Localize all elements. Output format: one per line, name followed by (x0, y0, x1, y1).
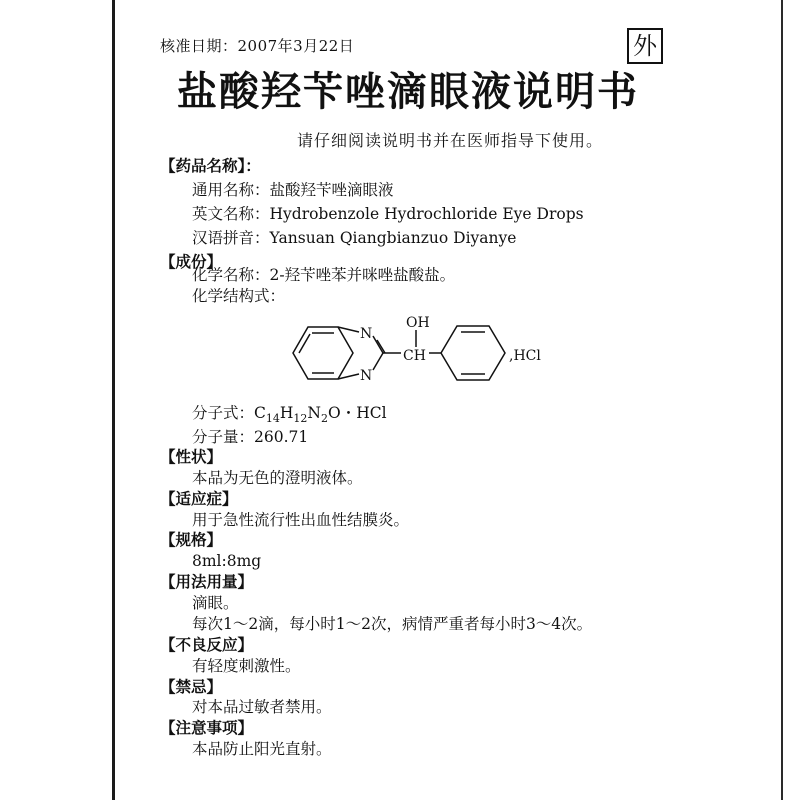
formula-h: H (279, 404, 294, 422)
phenyl-ring (441, 326, 505, 380)
formula-n-count: 2 (320, 412, 328, 426)
chemical-structure-diagram (285, 308, 565, 398)
dosage-route: 滴眼。 (192, 594, 239, 612)
external-use-badge: 外 (627, 28, 663, 64)
read-notice: 请仔细阅读说明书并在医师指导下使用。 (296, 131, 603, 150)
chemical-name: 化学名称：2-羟苄唑苯并咪唑盐酸盐。 (192, 266, 456, 284)
precautions-heading: 【注意事项】 (160, 718, 254, 737)
molecular-formula (192, 403, 387, 429)
adverse-text: 有轻度刺激性。 (192, 657, 301, 675)
pinyin-name: 汉语拼音：Yansuan Qiangbianzuo Diyanye (192, 229, 517, 247)
specification-text: 8ml:8mg (192, 552, 262, 570)
molecular-weight: 分子量：260.71 (192, 428, 309, 446)
dosage-detail: 每次1～2滴，每小时1～2次，病情严重者每小时3～4次。 (192, 615, 593, 633)
approval-date: 核准日期：2007年3月22日 (160, 37, 355, 55)
document-title: 盐酸羟苄唑滴眼液说明书 (177, 69, 639, 115)
generic-name: 通用名称：盐酸羟苄唑滴眼液 (192, 181, 394, 199)
description-heading: 【性状】 (160, 447, 223, 466)
formula-c-count: 14 (265, 412, 280, 426)
formula-rest: O・HCl (327, 404, 387, 422)
drug-name-heading: 【药品名称】： (160, 156, 261, 175)
composition-heading: 【成份】 (160, 252, 223, 271)
indications-text: 用于急性流行性出血性结膜炎。 (192, 511, 410, 529)
contraindications-text: 对本品过敏者禁用。 (192, 698, 332, 716)
indications-heading: 【适应症】 (160, 489, 238, 508)
specification-heading: 【规格】 (160, 530, 223, 549)
page-border-left (112, 0, 115, 800)
benzene-ring-fused (293, 327, 353, 379)
formula-h-count: 12 (293, 412, 308, 426)
formula-c: C (254, 404, 266, 422)
structure-ch: CH (403, 348, 426, 364)
precautions-text: 本品防止阳光直射。 (192, 740, 332, 758)
structure-oh: OH (406, 315, 430, 331)
structure-nitrogen-top: N (360, 326, 373, 342)
description-text: 本品为无色的澄明液体。 (192, 469, 363, 487)
dosage-heading: 【用法用量】 (160, 572, 254, 591)
page-border-right (781, 0, 783, 800)
formula-label: 分子式： (192, 404, 255, 422)
adverse-heading: 【不良反应】 (160, 635, 254, 654)
formula-n: N (307, 404, 321, 422)
contraindications-heading: 【禁忌】 (160, 677, 223, 696)
structure-hcl-salt: ,HCl (509, 348, 541, 364)
structure-nitrogen-bottom: N (360, 368, 373, 384)
structure-label: 化学结构式： (192, 287, 286, 305)
english-name: 英文名称：Hydrobenzole Hydrochloride Eye Drops (192, 205, 584, 223)
